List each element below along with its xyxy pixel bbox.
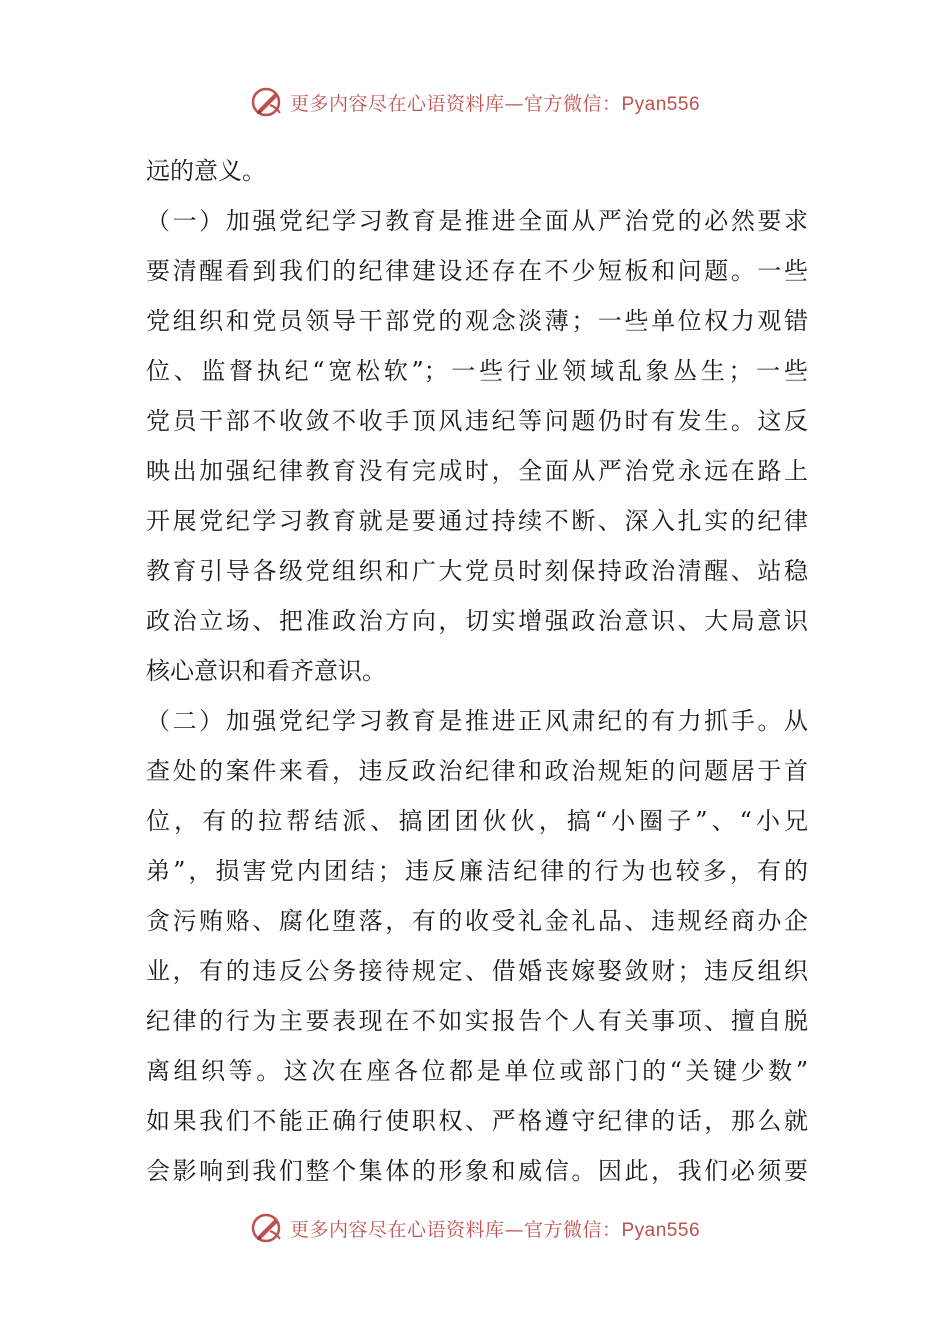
- watermark-text: [290, 1215, 700, 1242]
- text-line: 核心意识和看齐意识。: [146, 657, 386, 685]
- text-line: 党组织和党员领导干部党的观念淡薄；一些单位权力观错: [146, 307, 808, 335]
- text-line: 政治立场、把准政治方向，切实增强政治意识、大局意识: [146, 607, 808, 635]
- text-line: 会影响到我们整个集体的形象和威信。因此，我们必须要: [146, 1157, 808, 1185]
- watermark-wechat-label: 官方微信：: [523, 1218, 622, 1241]
- watermark-site: 更多内容尽在心语资料库: [289, 1218, 505, 1241]
- text-line: 查处的案件来看，违反政治纪律和政治规矩的问题居于首: [146, 757, 808, 785]
- text-line: 弟”，损害党内团结；违反廉洁纪律的行为也较多，有的: [146, 857, 808, 885]
- pen-logo-icon: [250, 85, 284, 119]
- footer-watermark: [0, 1208, 950, 1248]
- text-line: 映出加强纪律教育没有完成时，全面从严治党永远在路上: [146, 457, 808, 485]
- watermark-wechat-label: 官方微信：: [523, 92, 622, 115]
- text-line: 党员干部不收敛不收手顶风违纪等问题仍时有发生。这反: [146, 407, 808, 435]
- watermark-separator: —: [504, 92, 524, 115]
- text-line: 纪律的行为主要表现在不如实报告个人有关事项、擅自脱: [146, 1007, 808, 1035]
- text-line: 离组织等。这次在座各位都是单位或部门的“关键少数”: [146, 1057, 808, 1085]
- watermark-separator: —: [504, 1218, 524, 1241]
- text-line: 位、监督执纪“宽松软”；一些行业领域乱象丛生；一些: [146, 357, 808, 385]
- watermark-wechat-id: Pyan556: [621, 93, 701, 115]
- text-line: 业，有的违反公务接待规定、借婚丧嫁娶敛财；违反组织: [146, 957, 808, 985]
- text-line: 贪污贿赂、腐化堕落，有的收受礼金礼品、违规经商办企: [146, 907, 808, 935]
- text-line: 开展党纪学习教育就是要通过持续不断、深入扎实的纪律: [146, 507, 808, 535]
- text-line: 位，有的拉帮结派、搞团团伙伙，搞“小圈子”、“小兄: [146, 807, 808, 835]
- text-line: 如果我们不能正确行使职权、严格遵守纪律的话，那么就: [146, 1107, 808, 1135]
- text-line: 远的意义。: [146, 157, 266, 185]
- pen-logo-icon: [250, 1211, 284, 1245]
- text-line: （一）加强党纪学习教育是推进全面从严治党的必然要求: [146, 207, 808, 235]
- document-body: [146, 146, 808, 1196]
- text-line: （二）加强党纪学习教育是推进正风肃纪的有力抓手。从: [146, 707, 808, 735]
- header-watermark: [0, 82, 950, 122]
- watermark-text: [290, 89, 700, 116]
- text-line: 教育引导各级党组织和广大党员时刻保持政治清醒、站稳: [146, 557, 808, 585]
- watermark-wechat-id: Pyan556: [621, 1219, 701, 1241]
- text-line: 要清醒看到我们的纪律建设还存在不少短板和问题。一些: [146, 257, 808, 285]
- watermark-site: 更多内容尽在心语资料库: [289, 92, 505, 115]
